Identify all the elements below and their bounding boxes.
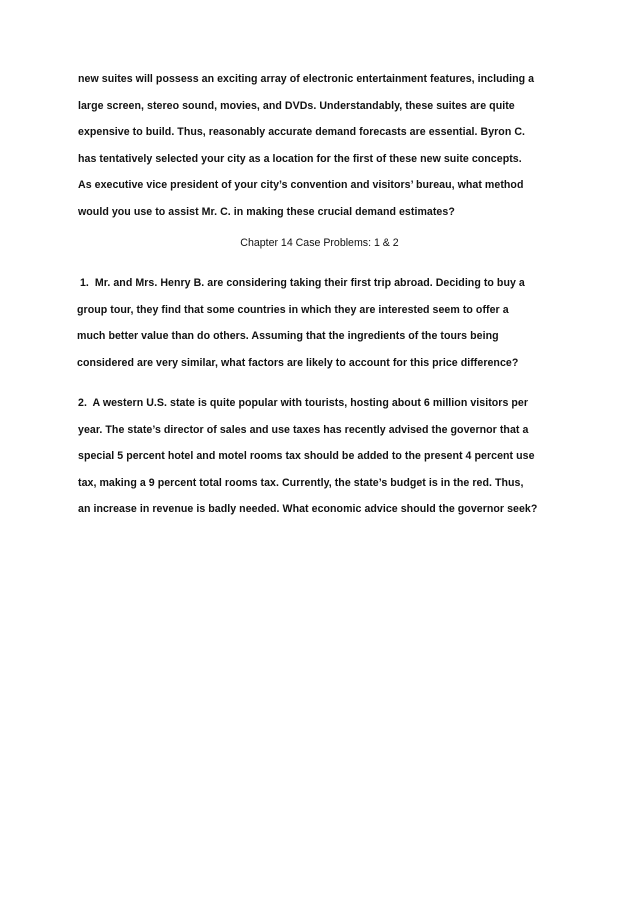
intro-line: As executive vice president of your city’s convention and visitors’ bureau, what method bbox=[78, 179, 524, 191]
problem-1-line: group tour, they find that some countries in which they are interested seem to offer a bbox=[77, 303, 509, 316]
problem-2-line: special 5 percent hotel and motel rooms tax should be added to the present 4 percent use bbox=[78, 450, 535, 462]
intro-line: has tentatively selected your city as a location for the first of these new suite concepts. bbox=[78, 152, 522, 165]
intro-line: new suites will possess an exciting array of electronic entertainment features, including a bbox=[78, 73, 535, 85]
problem-1-line: much better value than do others. Assuming that the ingredients of the tours being bbox=[77, 330, 499, 342]
problem-2-paragraph bbox=[78, 390, 578, 523]
intro-line: would you use to assist Mr. C. in making these crucial demand estimates? bbox=[78, 205, 455, 218]
intro-line: expensive to build. Thus, reasonably accurate demand forecasts are essential. Byron C. bbox=[78, 126, 526, 138]
chapter-heading: Chapter 14 Case Problems: 1 & 2 bbox=[240, 237, 399, 249]
problem-2-line: 2. A western U.S. state is quite popular with tourists, hosting about 6 million visitors per bbox=[78, 397, 529, 409]
problem-1-paragraph bbox=[77, 270, 577, 376]
intro-line: large screen, stereo sound, movies, and DVDs. Understandably, these suites are quite bbox=[78, 99, 515, 112]
intro-paragraph bbox=[78, 66, 578, 225]
problem-2-line: an increase in revenue is badly needed. What economic advice should the governor seek? bbox=[78, 503, 538, 515]
problem-2-line: tax, making a 9 percent total rooms tax. Currently, the state’s budget is in the red. Thus, bbox=[78, 476, 524, 489]
problem-1-line: 1. Mr. and Mrs. Henry B. are considering taking their first trip abroad. Deciding to buy a bbox=[77, 277, 525, 289]
problem-1-line: considered are very similar, what factors are likely to account for this price difference? bbox=[77, 356, 519, 369]
problem-2-line: year. The state’s director of sales and use taxes has recently advised the governor that a bbox=[78, 423, 529, 436]
